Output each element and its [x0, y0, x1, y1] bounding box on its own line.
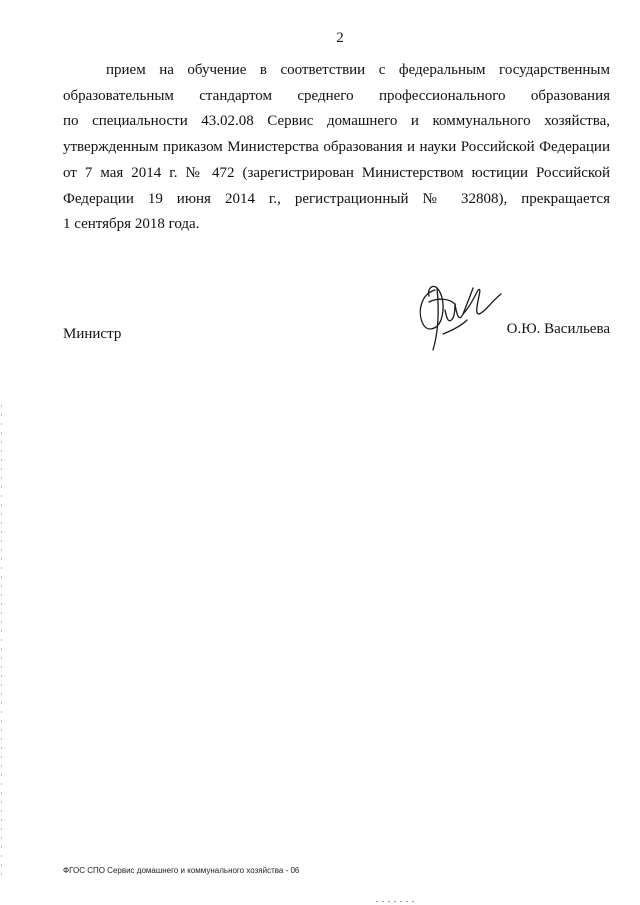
scan-bottom-dots — [376, 901, 416, 902]
paragraph — [63, 58, 610, 238]
paragraph-line: от 7 мая 2014 г. № 472 (зарегистрирован Министерством юстиции Российской — [63, 164, 610, 181]
scan-edge-mark — [1, 405, 2, 875]
paragraph-line: утвержденным приказом Министерства образования и науки Российской Федерации — [63, 139, 610, 156]
paragraph-line: Федерации 19 июня 2014 г., регистрационный № 32808), прекращается — [63, 190, 610, 207]
paragraph-line: по специальности 43.02.08 Сервис домашнего и коммунального хозяйства, — [63, 113, 610, 130]
paragraph-line: образовательным стандартом среднего профессионального образования — [63, 87, 610, 104]
signature-block — [63, 318, 610, 378]
page-number: 2 — [336, 30, 344, 46]
paragraph-line: 1 сентября 2018 года. — [63, 216, 200, 233]
signer-name: О.Ю. Васильева — [506, 321, 610, 337]
handwritten-signature-icon — [415, 280, 507, 360]
paragraph-line: прием на обучение в соответствии с федеральным государственным — [106, 62, 610, 78]
signer-title: Министр — [63, 326, 122, 342]
footer-caption: ФГОС СПО Сервис домашнего и коммунального хозяйства - 06 — [63, 866, 300, 875]
